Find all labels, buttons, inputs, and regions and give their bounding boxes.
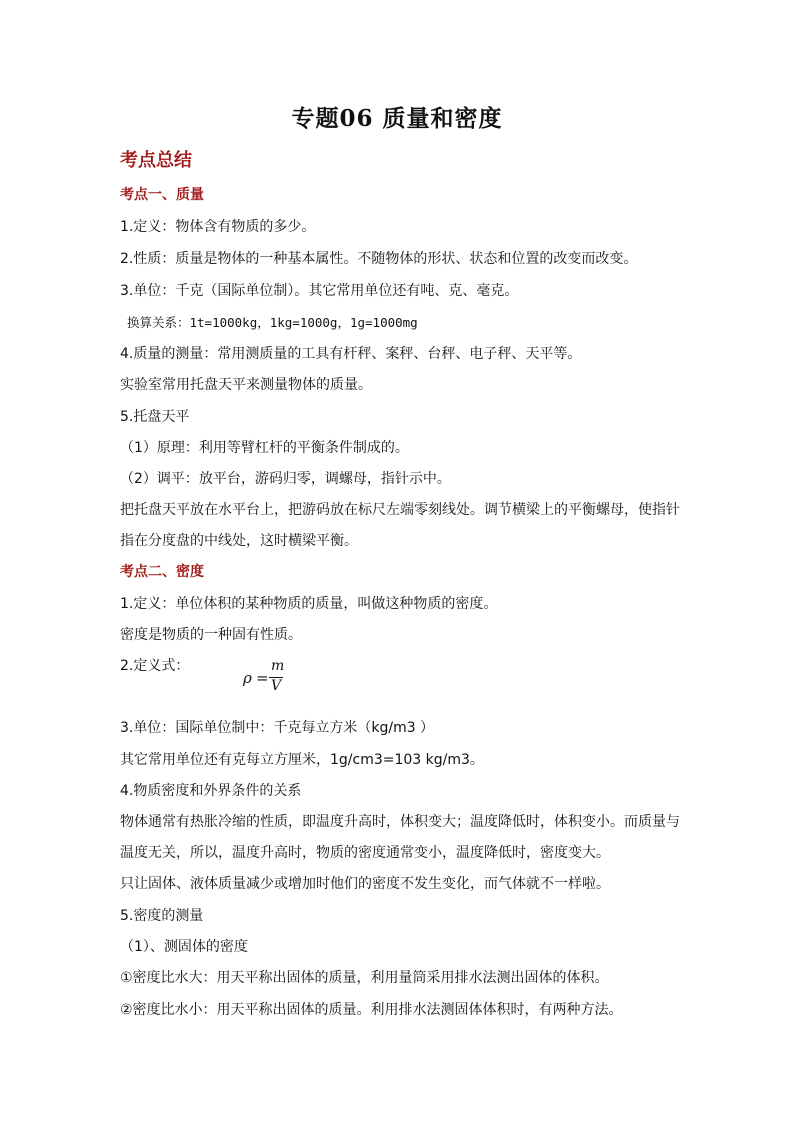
paragraph: （2）调平：放平台，游码归零，调螺母，指针示中。	[120, 471, 451, 487]
density-formula	[243, 658, 303, 698]
paragraph: 密度是物质的一种固有性质。	[120, 627, 302, 643]
paragraph: ①密度比水大：用天平称出固体的质量，利用量筒采用排水法测出固体的体积。	[120, 970, 609, 986]
paragraph: 3.单位：千克（国际单位制）。其它常用单位还有吨、克、毫克。	[120, 283, 519, 299]
paragraph: 只让固体、液体质量减少或增加时他们的密度不发生变化，而气体就不一样啦。	[120, 876, 610, 892]
paragraph: 3.单位：国际单位制中：千克每立方米（kg/m3 ）	[120, 720, 435, 736]
formula-numerator: m	[271, 658, 285, 674]
paragraph: 4.物质密度和外界条件的关系	[120, 783, 302, 799]
formula-equals: =	[256, 669, 269, 687]
paragraph: 5.密度的测量	[120, 908, 204, 924]
paragraph: （1）、测固体的密度	[120, 939, 248, 955]
paragraph: 1.定义：单位体积的某种物质的质量，叫做这种物质的密度。	[120, 596, 498, 612]
paragraph: 指在分度盘的中线处，这时横梁平衡。	[120, 533, 358, 549]
page-title: 专题06 质量和密度	[291, 105, 503, 132]
paragraph: 2.定义式：	[120, 658, 190, 674]
paragraph: （1）原理：利用等臂杠杆的平衡条件制成的。	[120, 440, 409, 456]
formula-rho: ρ	[243, 669, 252, 687]
point2-heading: 考点二、密度	[120, 564, 204, 580]
paragraph: 温度无关，所以，温度升高时，物质的密度通常变小，温度降低时，密度变大。	[120, 845, 610, 861]
paragraph: 1.定义：物体含有物质的多少。	[120, 219, 316, 235]
paragraph: 5.托盘天平	[120, 409, 190, 425]
paragraph: 2.性质：质量是物体的一种基本属性。不随物体的形状、状态和位置的改变而改变。	[120, 251, 638, 267]
paragraph: 4.质量的测量：常用测质量的工具有杆秤、案秤、台秤、电子秤、天平等。	[120, 346, 582, 362]
paragraph: 换算关系：1t=1000kg，1kg=1000g，1g=1000mg	[127, 315, 418, 330]
paragraph: ②密度比水小：用天平称出固体的质量。利用排水法测固体体积时，有两种方法。	[120, 1002, 623, 1018]
paragraph: 其它常用单位还有克每立方厘米，1g/cm3=103 kg/m3。	[120, 752, 484, 768]
section-title: 考点总结	[120, 150, 192, 171]
point1-heading: 考点一、质量	[120, 187, 204, 203]
paragraph: 实验室常用托盘天平来测量物体的质量。	[120, 377, 372, 393]
paragraph: 把托盘天平放在水平台上，把游码放在标尺左端零刻线处。调节横梁上的平衡螺母，使指针	[120, 502, 680, 518]
paragraph: 物体通常有热胀冷缩的性质，即温度升高时，体积变大；温度降低时，体积变小。而质量与	[120, 814, 680, 830]
formula-denominator: V	[271, 678, 282, 694]
